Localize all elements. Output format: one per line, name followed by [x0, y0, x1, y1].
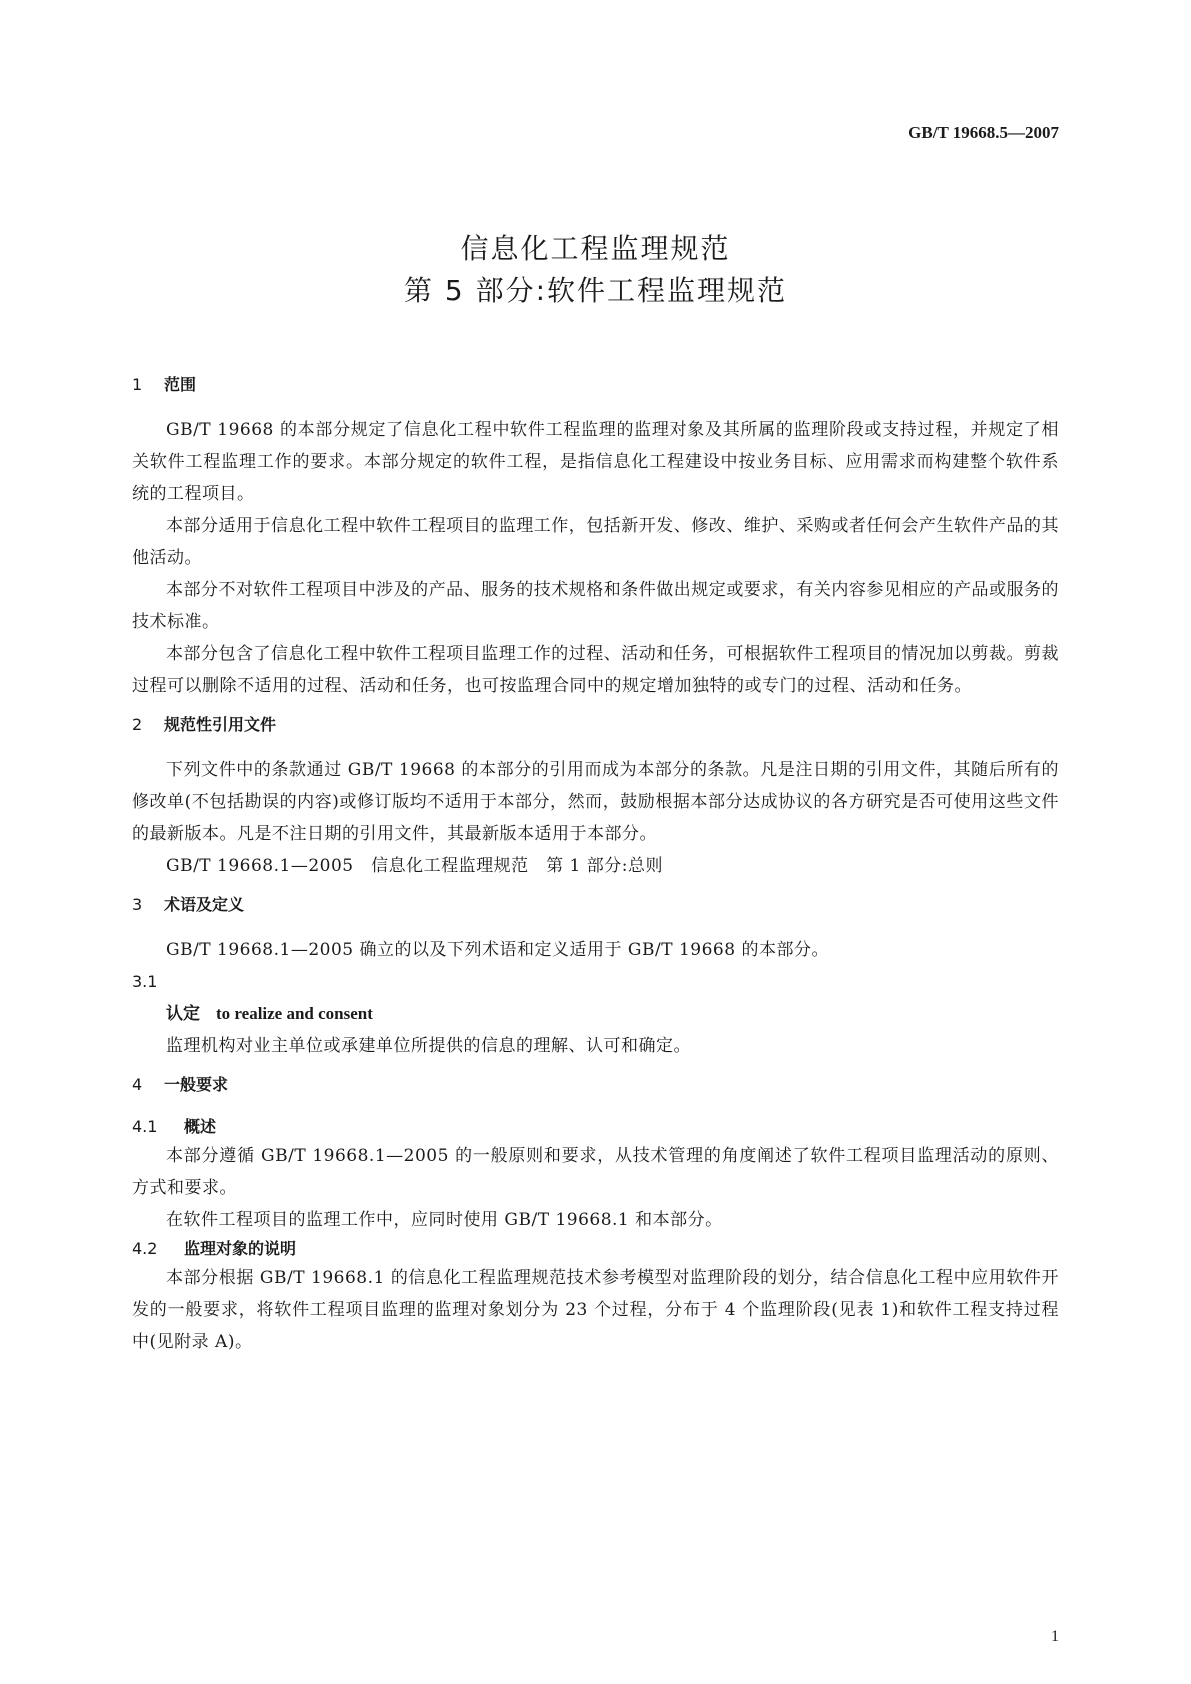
paragraph: 本部分包含了信息化工程中软件工程项目监理工作的过程、活动和任务，可根据软件工程项目的情况加以剪裁。剪裁过程可以删除不适用的过程、活动和任务，也可按监理合同中的规定增加独特的或专门的过程、活动和任务。 — [132, 644, 1059, 696]
paragraph: 本部分遵循 GB/T 19668.1—2005 的一般原则和要求，从技术管理的角度阐述了软件工程项目监理活动的原则、方式和要求。 — [132, 1146, 1059, 1198]
page-number: 1 — [1051, 1628, 1059, 1645]
term-english: to realize and consent — [216, 1004, 373, 1023]
paragraph: 在软件工程项目的监理工作中，应同时使用 GB/T 19668.1 和本部分。 — [166, 1210, 723, 1230]
section-title: 概述 — [184, 1117, 217, 1136]
paragraph: 本部分不对软件工程项目中涉及的产品、服务的技术规格和条件做出规定或要求，有关内容参见相应的产品或服务的技术标准。 — [132, 580, 1059, 632]
title-line-1: 信息化工程监理规范 — [460, 232, 731, 265]
section-4-1-heading — [132, 1114, 1191, 1140]
section-title: 监理对象的说明 — [184, 1239, 297, 1258]
paragraph: GB/T 19668.1—2005 确立的以及下列术语和定义适用于 GB/T 19668 的本部分。 — [166, 940, 829, 960]
section-4-2-heading — [132, 1236, 1191, 1262]
section-title: 范围 — [164, 375, 197, 394]
paragraph: 本部分适用于信息化工程中软件工程项目的监理工作，包括新开发、修改、维护、采购或者任何会产生软件产品的其他活动。 — [132, 516, 1059, 568]
section-number: 4.1 — [132, 1117, 158, 1136]
section-title: 规范性引用文件 — [164, 715, 277, 734]
term-chinese: 认定 — [166, 1004, 200, 1024]
term-entry — [166, 998, 1191, 1030]
section-number: 3 — [132, 895, 143, 914]
document-title — [0, 228, 1191, 312]
section-2-heading — [132, 712, 1191, 738]
section-number: 1 — [132, 375, 143, 394]
section-title: 一般要求 — [164, 1075, 229, 1094]
section-1-heading — [132, 372, 1191, 398]
document-body — [0, 372, 1191, 1358]
section-3-heading — [132, 892, 1191, 918]
subsection-number: 3.1 — [132, 972, 158, 991]
paragraph: 本部分根据 GB/T 19668.1 的信息化工程监理规范技术参考模型对监理阶段的划分，结合信息化工程中应用软件开发的一般要求，将软件工程项目监理的监理对象划分为 23 个过程，分布于 4 个监理阶段(见表 1)和软件工程支持过程中(见附录 A)。 — [132, 1268, 1059, 1352]
section-number: 4.2 — [132, 1239, 158, 1258]
term-definition: 监理机构对业主单位或承建单位所提供的信息的理解、认可和确定。 — [166, 1036, 691, 1056]
standard-code: GB/T 19668.5—2007 — [908, 123, 1059, 142]
normative-reference: GB/T 19668.1—2005 信息化工程监理规范 第 1 部分:总则 — [166, 856, 663, 876]
section-number: 2 — [132, 715, 143, 734]
section-title: 术语及定义 — [164, 895, 245, 914]
section-4-heading — [132, 1072, 1191, 1098]
paragraph: 下列文件中的条款通过 GB/T 19668 的本部分的引用而成为本部分的条款。凡是注日期的引用文件，其随后所有的修改单(不包括勘误的内容)或修订版均不适用于本部分，然而，鼓励根据本部分达成协议的各方研究是否可使用这些文件的最新版本。凡是不注日期的引用文件，其最新版本适用于本部分。 — [132, 760, 1059, 844]
section-number: 4 — [132, 1075, 143, 1094]
title-line-2: 第 5 部分:软件工程监理规范 — [403, 274, 788, 307]
paragraph: GB/T 19668 的本部分规定了信息化工程中软件工程监理的监理对象及其所属的监理阶段或支持过程，并规定了相关软件工程监理工作的要求。本部分规定的软件工程，是指信息化工程建设中按业务目标、应用需求而构建整个软件系统的工程项目。 — [132, 420, 1059, 504]
